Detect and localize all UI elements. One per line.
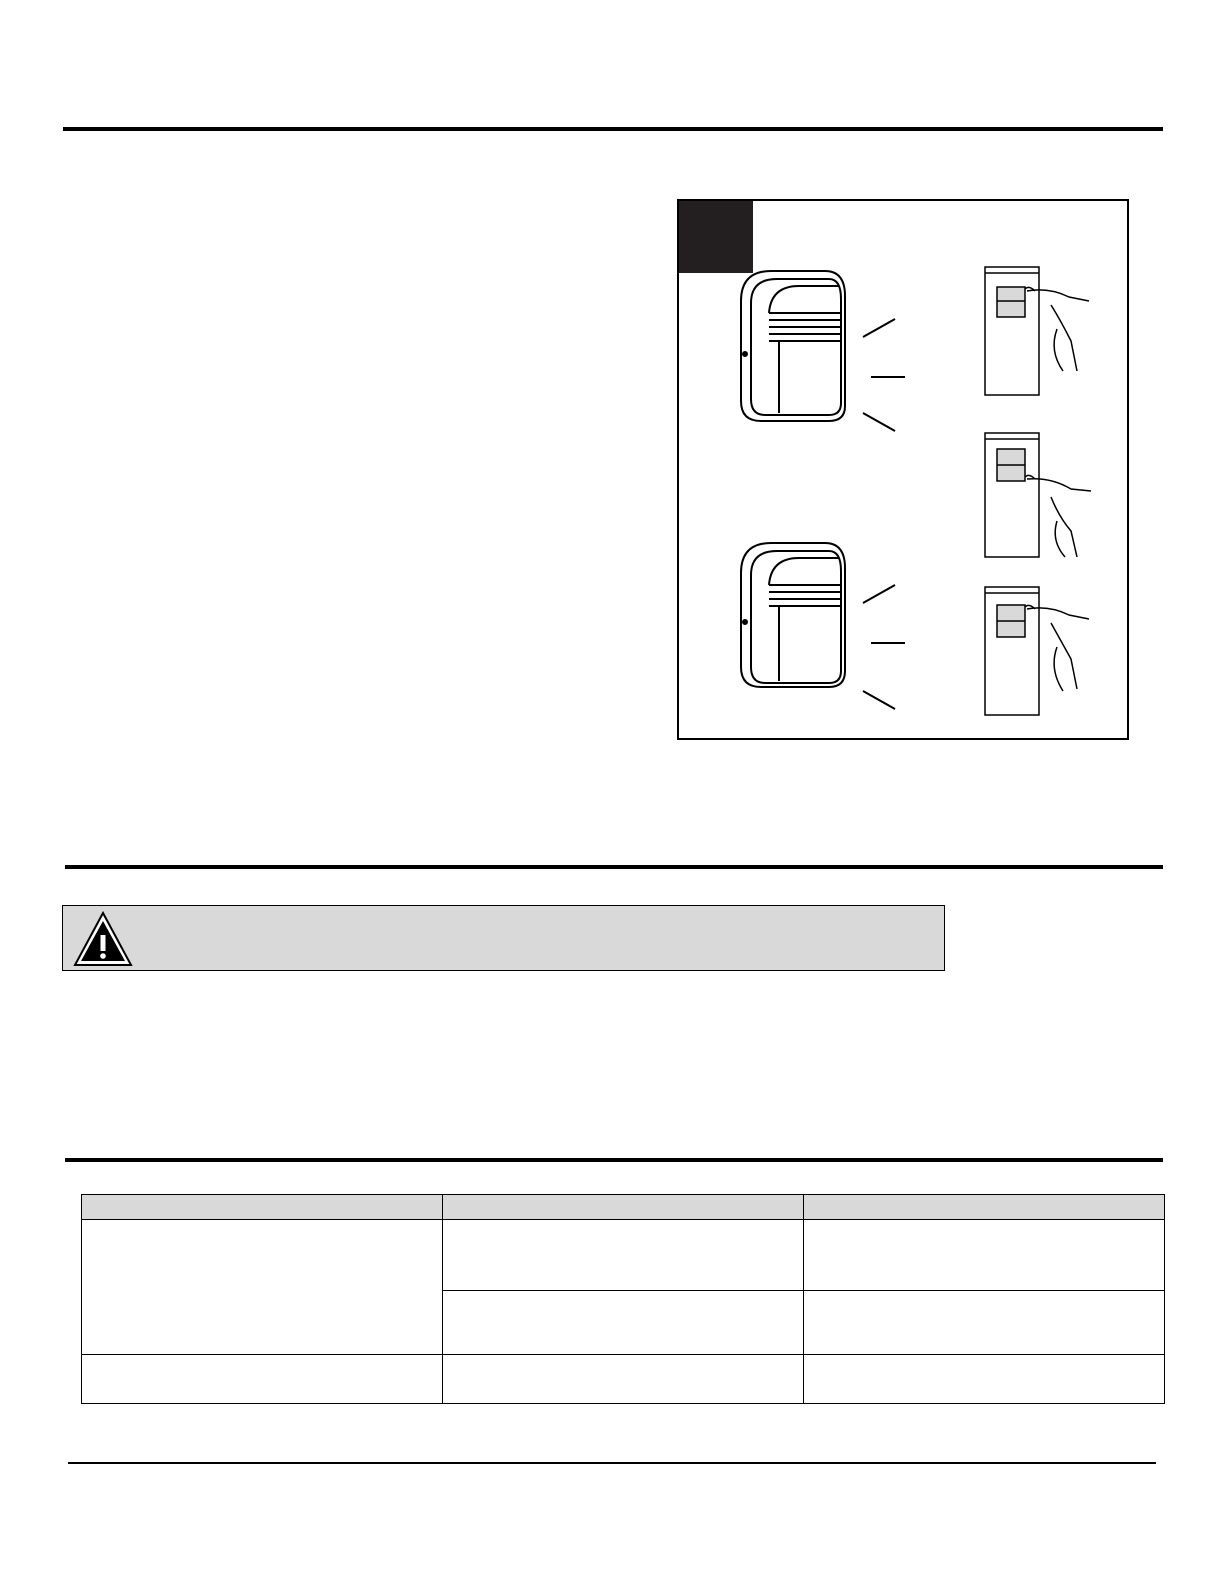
warning-triangle-icon	[73, 911, 133, 967]
troubleshooting-table	[81, 1194, 1165, 1404]
header-cell	[804, 1195, 1165, 1220]
sound-lines-bottom	[863, 585, 905, 709]
table-header-row	[82, 1195, 1165, 1220]
top-rule	[63, 127, 1163, 131]
table-row	[82, 1220, 1165, 1291]
table-cell	[443, 1355, 804, 1404]
chime-unit-top	[741, 271, 845, 421]
table-cell	[804, 1220, 1165, 1291]
section-rule-3	[65, 1158, 1163, 1162]
table-cell	[804, 1355, 1165, 1404]
table-cell	[804, 1291, 1165, 1355]
warning-banner	[62, 905, 945, 971]
header-cell	[443, 1195, 804, 1220]
table-cell	[443, 1291, 804, 1355]
figure-illustration	[679, 201, 1131, 742]
header-cell	[82, 1195, 443, 1220]
sound-lines-top	[863, 319, 905, 431]
section-rule-2	[65, 865, 1163, 869]
push-button-1	[985, 267, 1089, 395]
step-number-badge	[679, 201, 753, 273]
table-cell	[443, 1220, 804, 1291]
table-row	[82, 1355, 1165, 1404]
push-button-3	[985, 587, 1089, 715]
chime-unit-bottom	[741, 543, 845, 687]
table-cell	[82, 1220, 443, 1355]
push-button-2	[985, 433, 1091, 557]
installation-figure	[677, 199, 1129, 740]
footer-rule	[68, 1462, 1156, 1464]
table-cell	[82, 1355, 443, 1404]
